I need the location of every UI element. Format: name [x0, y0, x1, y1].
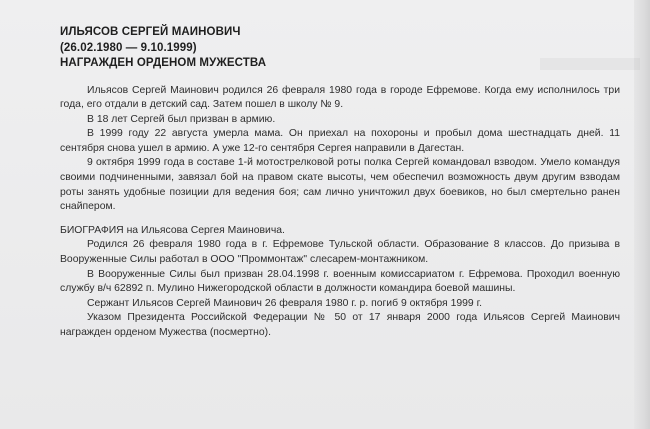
person-name: ИЛЬЯСОВ СЕРГЕЙ МАИНОВИЧ [60, 26, 241, 38]
biography-paragraph-2: В Вооруженные Силы был призван 28.04.1998 г. военным комиссариатом г. Ефремова. Проходил военную службу в/ч 62892 п. Мулино Нижегородской области в должности командира боевой машины. [60, 268, 620, 295]
story-paragraph-3: В 1999 году 22 августа умерла мама. Он приехал на похороны и пробыл дома шестнадцать дней. 11 сентября снова ушел в армию. А уже 12-го сентября Сергея направили в Дагестан. [60, 128, 620, 154]
biography-paragraph-3: Сержант Ильясов Сергей Маинович 26 февраля 1980 г. р. погиб 9 октября 1999 г. [87, 297, 482, 309]
document-heading [60, 25, 620, 72]
story-paragraph-2: В 18 лет Сергей был призван в армию. [87, 113, 276, 125]
biography-title: БИОГРАФИЯ на Ильясова Сергея Маиновича. [60, 224, 285, 236]
life-dates: (26.02.1980 — 9.10.1999) [60, 41, 197, 54]
biography-paragraph-1: Родился 26 февраля 1980 года в г. Ефремове Тульской области. Образование 8 классов. До призыва в Вооруженные Силы работал в ООО "Проммонтаж" слесарем-монтажником. [60, 239, 620, 266]
story-section [60, 84, 620, 215]
story-paragraph-4: 9 октября 1999 года в составе 1-й мотострелковой роты полка Сергей командовал взводом. Умело командуя своими подчиненными, завязал бой на правом скате высоты, чем обеспечил возможность двум другим взводам роты занять удобные позиции для ведения боя; сам лично уничтожил двух боевиков, но был смертельно ранен снайпером. [60, 157, 620, 213]
award-line: НАГРАЖДЕН ОРДЕНОМ МУЖЕСТВА [60, 57, 267, 69]
biography-paragraph-4: Указом Президента Российской Федерации № 50 от 17 января 2000 года Ильясов Сергей Маинович награжден орденом Мужества (посмертно). [60, 312, 620, 338]
biography-section [60, 238, 620, 340]
story-paragraph-1: Ильясов Сергей Маинович родился 26 февраля 1980 года в городе Ефремове. Когда ему исполнилось три года, его отдали в детский сад. Затем пошел в школу № 9. [60, 84, 620, 111]
document-content [60, 25, 620, 341]
